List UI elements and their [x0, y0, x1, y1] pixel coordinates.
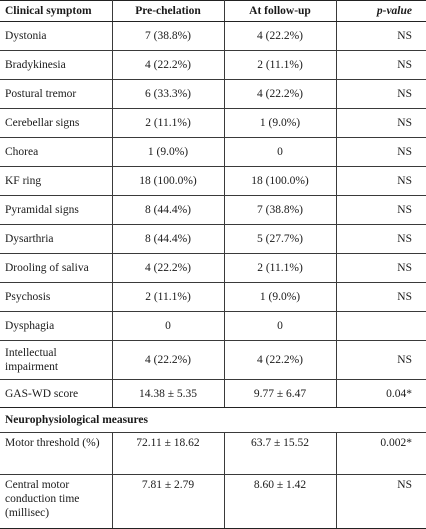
row-follow-up: 4 (22.2%) [224, 80, 336, 109]
row-pre-chelation: 7 (38.8%) [112, 22, 224, 51]
row-symptom: Psychosis [0, 283, 112, 312]
table-row [0, 254, 426, 283]
header-p-value [336, 1, 426, 22]
row-p-value: NS [336, 254, 426, 283]
section-header-row [0, 408, 426, 433]
row-symptom: GAS-WD score [0, 380, 112, 408]
table-row [0, 312, 426, 341]
row-pre-chelation: 2 (11.1%) [112, 109, 224, 138]
header-pre-chelation: Pre-chelation [112, 1, 224, 22]
row-pre-chelation: 1 (9.0%) [112, 138, 224, 167]
row-symptom: Bradykinesia [0, 51, 112, 80]
table-row [0, 51, 426, 80]
table-row [0, 22, 426, 51]
row-follow-up: 18 (100.0%) [224, 167, 336, 196]
header-p-value-label: p-value [376, 5, 412, 17]
row-p-value: NS [336, 341, 426, 380]
row-pre-chelation: 4 (22.2%) [112, 51, 224, 80]
row-p-value: NS [336, 475, 426, 529]
row-p-value: NS [336, 283, 426, 312]
table-row [0, 167, 426, 196]
row-follow-up: 4 (22.2%) [224, 22, 336, 51]
table-row [0, 225, 426, 254]
row-p-value: 0.002* [336, 433, 426, 475]
row-p-value: NS [336, 196, 426, 225]
table-header-row [0, 1, 426, 22]
table-row [0, 433, 426, 475]
row-follow-up: 2 (11.1%) [224, 51, 336, 80]
row-follow-up: 0 [224, 312, 336, 341]
row-p-value: NS [336, 225, 426, 254]
row-measure: Central motor conduction time (millisec) [0, 475, 112, 529]
row-follow-up: 4 (22.2%) [224, 341, 336, 380]
row-symptom: Postural tremor [0, 80, 112, 109]
row-symptom: Pyramidal signs [0, 196, 112, 225]
row-follow-up: 8.60 ± 1.42 [224, 475, 336, 529]
row-pre-chelation: 6 (33.3%) [112, 80, 224, 109]
row-p-value: NS [336, 51, 426, 80]
row-p-value: NS [336, 80, 426, 109]
row-p-value: 0.04* [336, 380, 426, 408]
row-follow-up: 0 [224, 138, 336, 167]
table-row [0, 283, 426, 312]
row-follow-up: 1 (9.0%) [224, 109, 336, 138]
row-p-value: NS [336, 22, 426, 51]
row-follow-up: 2 (11.1%) [224, 254, 336, 283]
table-row [0, 138, 426, 167]
row-p-value: NS [336, 167, 426, 196]
row-pre-chelation: 14.38 ± 5.35 [112, 380, 224, 408]
table-row [0, 341, 426, 380]
header-at-follow-up: At follow-up [224, 1, 336, 22]
section-title: Neurophysiological measures [0, 408, 426, 433]
header-clinical-symptom: Clinical symptom [0, 1, 112, 22]
row-pre-chelation: 4 (22.2%) [112, 341, 224, 380]
table-row [0, 475, 426, 529]
row-pre-chelation: 4 (22.2%) [112, 254, 224, 283]
row-p-value: NS [336, 109, 426, 138]
row-symptom: Dysphagia [0, 312, 112, 341]
row-symptom: Drooling of saliva [0, 254, 112, 283]
row-follow-up: 63.7 ± 15.52 [224, 433, 336, 475]
row-symptom: KF ring [0, 167, 112, 196]
row-p-value: NS [336, 138, 426, 167]
row-symptom: Dystonia [0, 22, 112, 51]
table-row [0, 80, 426, 109]
row-follow-up: 9.77 ± 6.47 [224, 380, 336, 408]
table-row [0, 109, 426, 138]
table-row [0, 380, 426, 408]
row-symptom: Cerebellar signs [0, 109, 112, 138]
row-pre-chelation: 72.11 ± 18.62 [112, 433, 224, 475]
row-follow-up: 5 (27.7%) [224, 225, 336, 254]
table-row [0, 196, 426, 225]
row-symptom: Dysarthria [0, 225, 112, 254]
row-pre-chelation: 18 (100.0%) [112, 167, 224, 196]
row-pre-chelation: 8 (44.4%) [112, 225, 224, 254]
row-symptom: Chorea [0, 138, 112, 167]
row-p-value [336, 312, 426, 341]
row-pre-chelation: 0 [112, 312, 224, 341]
row-follow-up: 7 (38.8%) [224, 196, 336, 225]
row-follow-up: 1 (9.0%) [224, 283, 336, 312]
row-pre-chelation: 2 (11.1%) [112, 283, 224, 312]
row-measure: Motor threshold (%) [0, 433, 112, 475]
row-pre-chelation: 7.81 ± 2.79 [112, 475, 224, 529]
row-pre-chelation: 8 (44.4%) [112, 196, 224, 225]
row-symptom: Intellectual impairment [0, 341, 112, 380]
